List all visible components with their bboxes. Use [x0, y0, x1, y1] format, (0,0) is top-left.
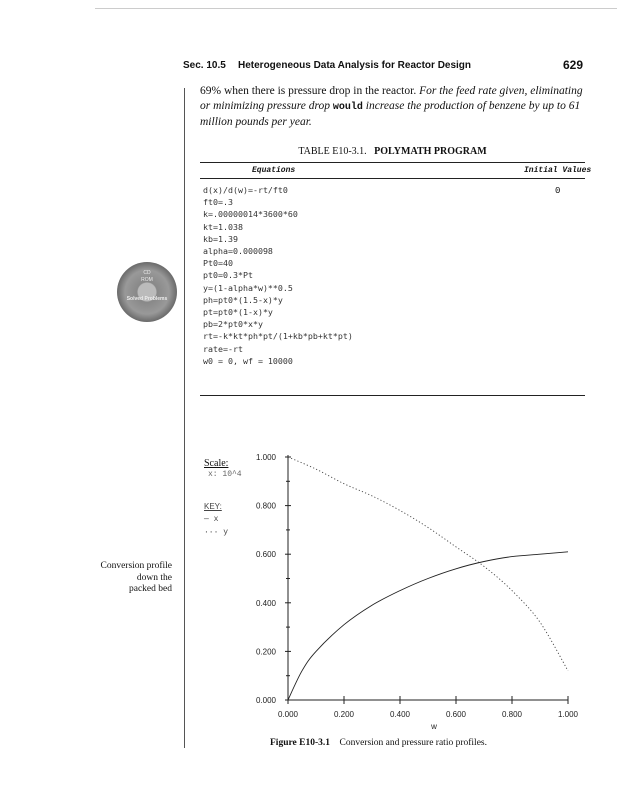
x-tick-label: 0.800 [501, 710, 523, 719]
equation-line: pt0=0.3*Pt [203, 270, 253, 281]
table-caption-title: POLYMATH PROGRAM [374, 146, 487, 157]
cd-label-3: Solved Problems [126, 296, 168, 302]
y-tick-label: 0.400 [255, 598, 276, 608]
x-axis-label: w [431, 722, 437, 731]
equation-line: alpha=0.000098 [203, 246, 273, 257]
scale-label: Scale: [204, 458, 229, 469]
body-text-2e: 61 [568, 100, 581, 112]
margin-note-line: Conversion profile [100, 561, 172, 571]
x-tick-label: 0.600 [445, 710, 467, 719]
series-x-line [288, 552, 568, 700]
x-tick-label: 0.400 [389, 710, 411, 719]
cd-label-2: ROM [141, 277, 153, 283]
legend-y: ··· y [204, 528, 229, 537]
scale-value: x: 10^4 [208, 470, 242, 479]
equation-line: k=.00000014*3600*60 [203, 209, 298, 220]
equation-line: pt=pt0*(1-x)*y [203, 307, 273, 318]
series-y-line [288, 457, 568, 671]
y-tick-label: 0.000 [255, 696, 276, 705]
equation-line: Pt0=40 [203, 258, 233, 269]
body-text-2a: or minimizing pressure drop [200, 100, 331, 112]
col-equations: Equations [252, 166, 296, 175]
equation-line: d(x)/d(w)=-rt/ft0 [203, 185, 288, 195]
y-tick-label: 0.800 [255, 501, 276, 511]
margin-note-line: down the [136, 572, 172, 583]
figure-caption-text: Conversion and pressure ratio profiles. [339, 738, 487, 748]
col-initial-values: Initial Values [524, 166, 592, 175]
y-tick-label: 1.000 [255, 453, 276, 462]
page-number: 629 [562, 58, 583, 72]
body-text-2d: to [556, 100, 566, 112]
equation-line: pb=2*pt0*x*y [203, 319, 263, 330]
running-title: Heterogeneous Data Analysis for Reactor Design [238, 60, 472, 71]
body-text-2b: would [332, 102, 363, 113]
equation-line: rate=-rt [203, 343, 243, 354]
margin-note-line: packed bed [129, 584, 172, 594]
section-number: Sec. 10.5 [183, 60, 226, 71]
body-text-2c: increase the production of benzene by up [365, 100, 555, 112]
x-tick-label: 0.200 [333, 710, 355, 719]
x-tick-label: 0.000 [277, 710, 299, 719]
table-caption-prefix: TABLE E10-3.1. [298, 146, 367, 157]
equation-line: kb=1.39 [203, 233, 238, 244]
y-tick-label: 0.600 [255, 550, 276, 560]
body-text-1b: For the feed rate given, eliminating [419, 85, 583, 97]
figure-label: Figure E10-3.1 [270, 738, 330, 748]
initial-value: 0 [555, 186, 561, 196]
body-text-3: million pounds per year. [200, 116, 312, 128]
equation-line: w0 = 0, wf = 10000 [203, 355, 293, 366]
y-tick-label: 0.200 [255, 647, 276, 657]
equation-line: kt=1.038 [203, 221, 243, 232]
figure-caption [270, 738, 487, 748]
key-label: KEY: [204, 502, 222, 511]
x-tick-label: 1.000 [557, 710, 579, 719]
equation-line: y=(1-alpha*w)**0.5 [203, 282, 293, 293]
equation-line: ph=pt0*(1.5-x)*y [203, 294, 283, 305]
equation-line: rt=-k*kt*ph*pt/(1+kb*pb+kt*pt) [203, 331, 353, 342]
equation-line: ft0=.3 [203, 197, 233, 208]
body-text-1a: 69% when there is pressure drop in the reactor. [200, 85, 417, 97]
cd-label-1: CD [143, 270, 151, 276]
legend-x: — x [204, 515, 219, 524]
